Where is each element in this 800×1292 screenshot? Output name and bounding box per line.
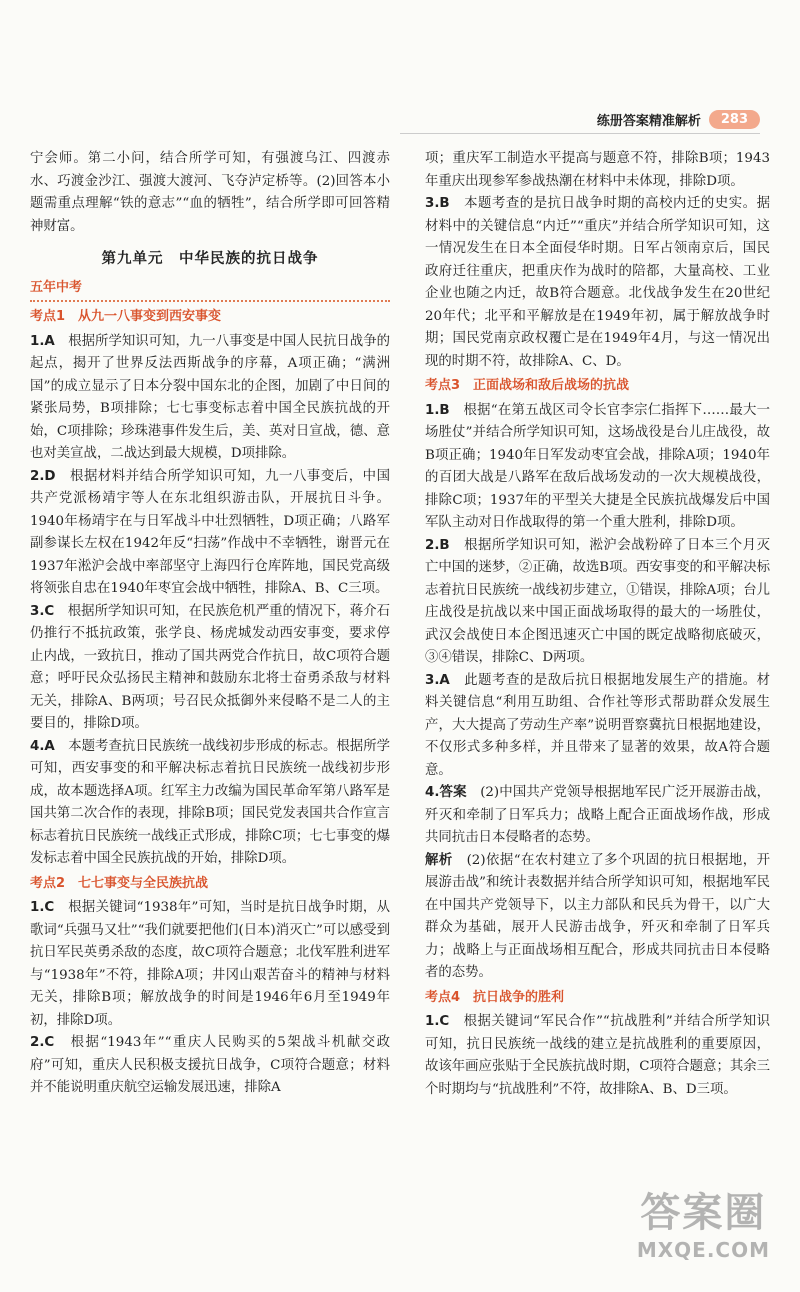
answer-item <box>30 331 390 466</box>
page-header <box>597 108 760 130</box>
left-column <box>30 148 390 1100</box>
answer-label: 1.B <box>425 402 450 418</box>
watermark-logo: 答案圈 <box>640 1190 767 1236</box>
answer-text: 根据“1943年”“重庆人民购买的5架战斗机献交政府”可知，重庆人民积极支援抗日战争，C项符合题意；材料并不能说明重庆航空运输发展迅速，排除A <box>30 1035 390 1095</box>
answer-text: 根据所学知识可知，淞沪会战粉碎了日本三个月灭亡中国的迷梦，②正确，故选B项。西安事变的和平解决标志着抗日民族统一战线初步建立，①错误，排除A项；台儿庄战役是抗战以来中国正面战场取得的最大的一场胜仗，武汉会战使日本企图迅速灭亡中国的既定战略彻底破灭，③④错误，排除C、D两项。 <box>425 537 770 665</box>
intro-paragraph: 宁会师。第二小问，结合所学可知，有强渡乌江、四渡赤水、巧渡金沙江、强渡大渡河、飞夺泸定桥等。(2)回答本小题需重点理解“铁的意志”“血的牺牲”，结合所学即可回答精神财富。 <box>30 151 390 234</box>
answer-item <box>30 897 390 1032</box>
section-five-year: 五年中考 <box>30 277 390 303</box>
answer-item <box>30 466 390 601</box>
kaodian-3: 考点3 正面战场和敌后战场的抗战 <box>425 378 630 393</box>
header-divider <box>400 133 760 134</box>
answer-label: 1.C <box>425 1014 450 1029</box>
answer-label: 2.C <box>30 1035 55 1050</box>
answer-label: 4.答案 <box>425 785 467 800</box>
answer-item <box>425 670 770 783</box>
answer-text: (2)中国共产党领导根据地军民广泛开展游击战，歼灭和牵制了日军兵力；战略上配合正面战场作战，形成共同抗击日本侵略者的态势。 <box>425 785 771 845</box>
answer-item <box>425 535 770 670</box>
answer-item <box>425 850 770 985</box>
page-number-badge: 283 <box>709 110 760 129</box>
answer-item <box>30 736 390 871</box>
analysis-label: 解析 <box>425 852 453 868</box>
kaodian-4: 考点4 抗日战争的胜利 <box>425 989 565 1005</box>
watermark-url: MXQE.COM <box>636 1238 770 1262</box>
answer-label: 4.A <box>30 738 55 754</box>
answer-text: 本题考查的是抗日战争时期的高校内迁的史实。据材料中的关键信息“内迁”“重庆”并结合所学知识可知，这一情况发生在日本全面侵华时期。日军占领南京后，国民政府迁往重庆，把重庆作为战时的陪都，大量高校、工业企业也随之内迁，故B符合题意。北伐战争发生在20世纪20年代；北平和平解放是在1949年初，属于解放战争时期；国民党南京政权覆亡是在1949年4月，与这一情况出现的时期不符，故排除A、C、D。 <box>425 196 770 369</box>
continued-paragraph: 项；重庆军工制造水平提高与题意不符，排除B项；1943年重庆出现参军参战热潮在材料中未体现，排除D项。 <box>425 151 770 189</box>
kaodian-2: 考点2 七七事变与全民族抗战 <box>30 875 209 891</box>
answer-item <box>30 1032 390 1100</box>
answer-item <box>425 193 770 373</box>
answer-text: 根据“在第五战区司令长官李宗仁指挥下……最大一场胜仗”并结合所学知识可知，这场战役是台儿庄战役，故B项正确；1940年日军发动枣宜会战，排除A项；1940年的百团大战是八路军在敌后战场发动的一次大规模战役，排除C项；1937年的平型关大捷是全民族抗战爆发后中国军队主动对日作战取得的第一个重大胜利，排除D项。 <box>425 402 770 530</box>
kaodian-1: 考点1 从九一八事变到西安事变 <box>30 309 222 324</box>
answer-label: 3.B <box>425 196 450 211</box>
answer-text: 根据关键词“军民合作”“抗战胜利”并结合所学知识可知，抗日民族统一战线的建立是抗战胜利的重要原因，故该年画应张贴于全民族抗战时期，C项符合题意；其余三个时期均与“抗战胜利”不符，故排除A、B、D三项。 <box>425 1014 771 1097</box>
answer-label: 1.A <box>30 333 55 349</box>
analysis-text: (2)依据“在农村建立了多个巩固的抗日根据地，开展游击战”和统计表数据并结合所学知识可知，根据地军民在中国共产党领导下，以主力部队和民兵为骨干，以广大群众为基础，展开人民游击战争，歼灭和牵制了日军兵力；战略上与正面战场相互配合，形成共同抗击日本侵略者的态势。 <box>425 852 771 980</box>
answer-label: 3.C <box>30 603 55 619</box>
answer-text: 根据所学知识可知，九一八事变是中国人民抗日战争的起点，揭开了世界反法西斯战争的序幕，A项正确；“满洲国”的成立显示了日本分裂中国东北的企图，加剧了中日间的紧张局势，B项排除；七七事变标志着中国全民族抗战的开始，C项排除；珍珠港事件发生后，美、英对日宣战，德、意也对美宣战，二战达到最大规模，D项排除。 <box>30 333 391 461</box>
answer-text: 根据材料并结合所学知识可知，九一八事变后，中国共产党派杨靖宇等人在东北组织游击队，开展抗日斗争。1940年杨靖宇在与日军战斗中壮烈牺牲，D项正确；八路军副参谋长左权在1942年反“扫荡”作战中不幸牺牲，谢晋元在1937年淞沪会战中率部坚守上海四行仓库阵地，国民党高级将领张自忠在1940年枣宜会战中牺牲，排除A、B、C三项。 <box>30 468 391 596</box>
answer-item <box>425 400 770 535</box>
answer-item <box>425 1011 770 1101</box>
right-column <box>425 148 770 1101</box>
answer-label: 2.B <box>425 537 450 553</box>
answer-label: 2.D <box>30 468 56 484</box>
answer-text: 根据所学知识可知，在民族危机严重的情况下，蒋介石仍推行不抵抗政策，张学良、杨虎城发动西安事变，要求停止内战，一致抗日，推动了国共两党合作抗日，故C项符合题意；呼吁民众弘扬民主精神和鼓励东北将士奋勇杀敌与材料无关，排除A、B两项；号召民众抵御外来侵略不是二人的主要目的，排除D项。 <box>30 603 391 731</box>
answer-label: 1.C <box>30 900 55 915</box>
watermark <box>637 1181 770 1262</box>
answer-item <box>30 601 390 736</box>
answer-text: 本题考查抗日民族统一战线初步形成的标志。根据所学可知，西安事变的和平解决标志着抗日民族统一战线初步形成，故本题选择A项。红军主力改编为国民革命军第八路军是国共第二次合作的表现，排除B项；国民党发表国共合作宣言标志着抗日民族统一战线正式形成，排除C项；七七事变的爆发标志着中国全民族抗战的开始，排除D项。 <box>30 738 391 866</box>
unit-title: 第九单元 中华民族的抗日战争 <box>101 251 319 267</box>
answer-item <box>425 782 770 850</box>
answer-text: 此题考查的是敌后抗日根据地发展生产的措施。材料关键信息“利用互助组、合作社等形式帮助群众发展生产，大大提高了劳动生产率”说明晋察冀抗日根据地建设，不仅形式多种多样，并且带来了显著的效果，故A符合题意。 <box>425 672 771 778</box>
answer-label: 3.A <box>425 672 450 688</box>
answer-text: 根据关键词“1938年”可知，当时是抗日战争时期，从歌词“兵强马又壮”“我们就要把他们(日本)消灭亡”可以感受到抗日军民英勇杀敌的态度，故C项符合题意；北伐军胜利进军与“1938年”不符，排除A项；井冈山艰苦奋斗的精神与材料无关，排除B项；解放战争的时间是1946年6月至1949年初，排除D项。 <box>30 900 390 1028</box>
header-title: 练册答案精准解析 <box>596 113 701 129</box>
